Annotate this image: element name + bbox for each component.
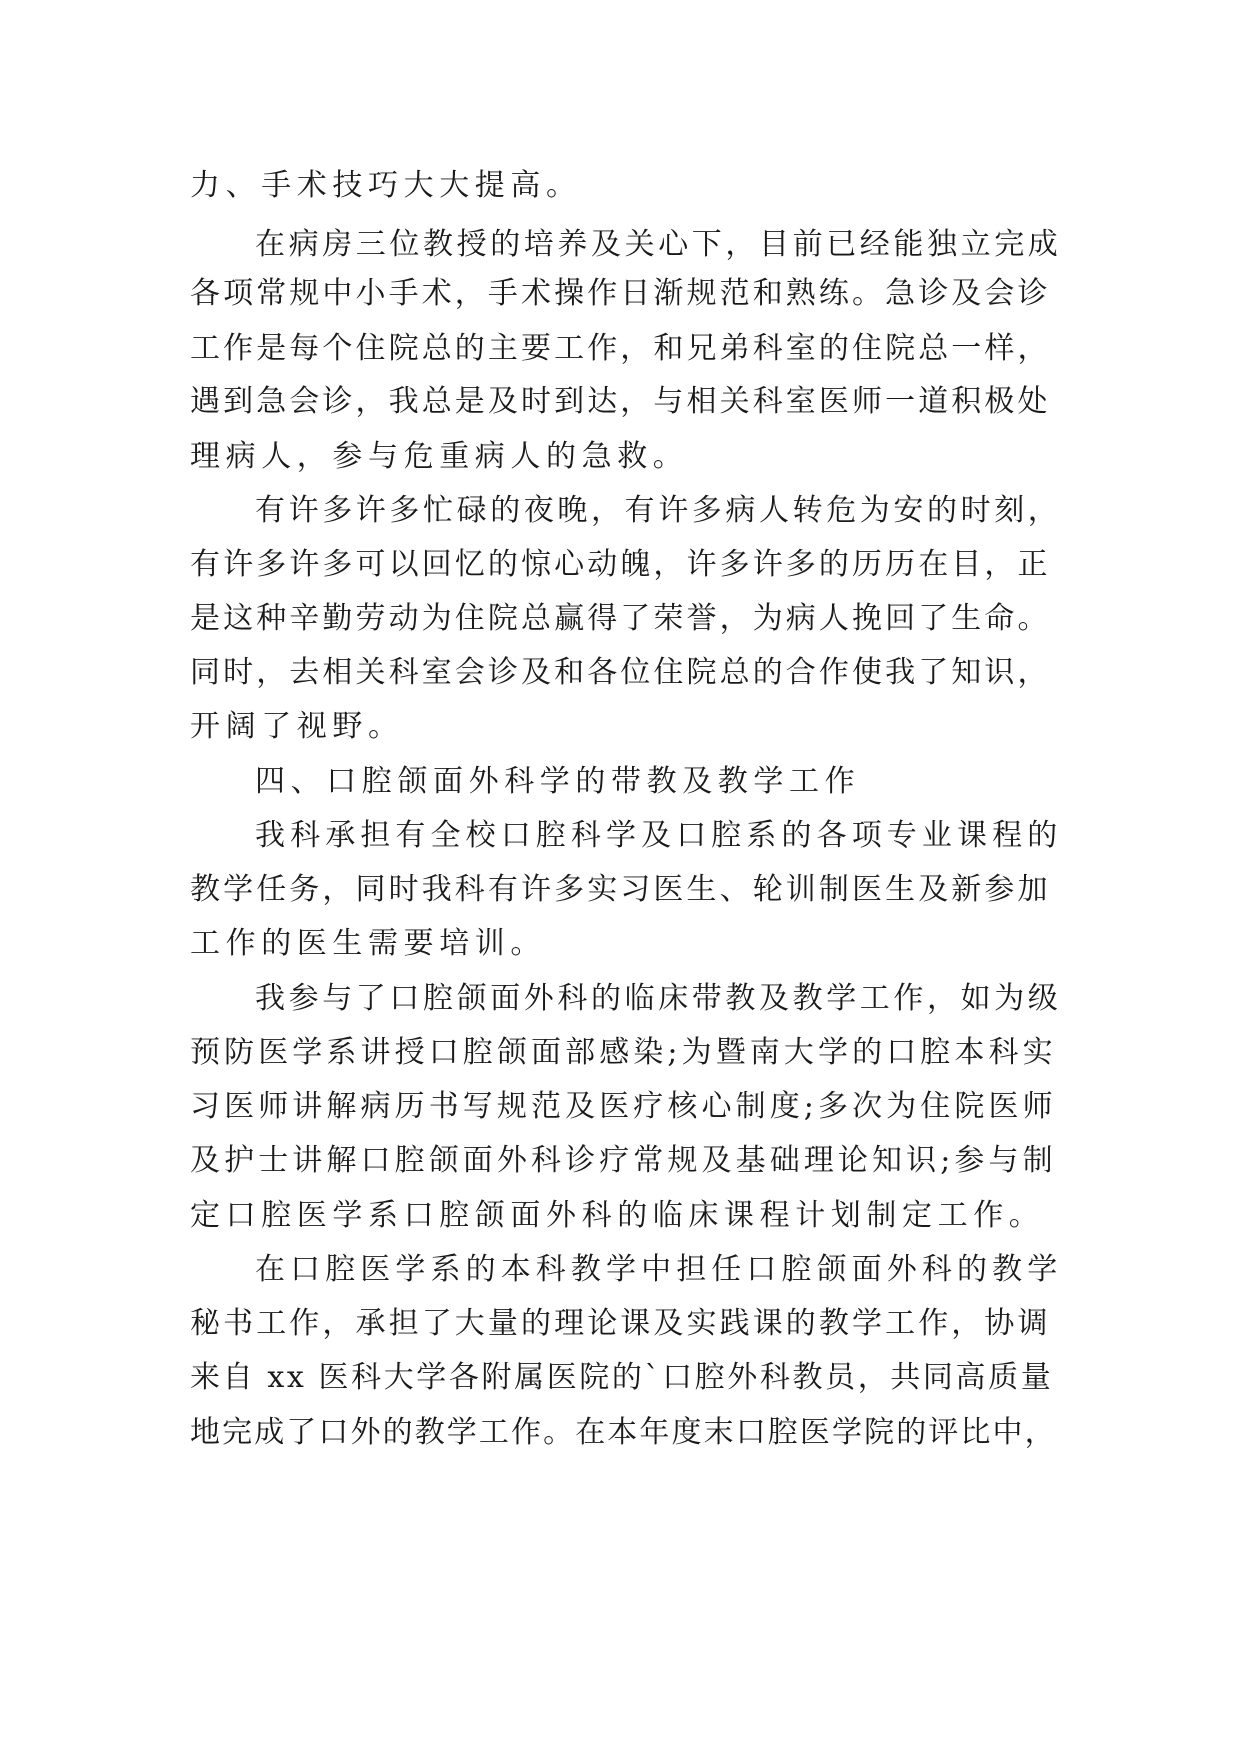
line-text: 在病房三位教授的培养及关心下，目前已经能独立完成 [255, 227, 1062, 262]
text-line [0, 1186, 1241, 1246]
text-line [0, 156, 1241, 216]
line-text: 定口腔医学系口腔颌面外科的临床课程计划制定工作。 [190, 1198, 1045, 1233]
line-text: 来自 xx 医科大学各附属医院的`口腔外科教员，共同高质量 [190, 1360, 1054, 1395]
line-text: 地完成了口外的教学工作。在本年度末口腔医学院的评比中， [190, 1415, 1057, 1450]
text-line [0, 1348, 1241, 1408]
line-text: 开阔了视野。 [190, 709, 404, 744]
line-text: 工作的医生需要培训。 [190, 926, 546, 961]
text-line [0, 697, 1241, 757]
text-line [0, 860, 1241, 920]
line-text: 习医师讲解病历书写规范及医疗核心制度;多次为住院医师 [190, 1089, 1057, 1124]
line-text: 我参与了口腔颌面外科的临床带教及教学工作，如为级 [255, 981, 1062, 1016]
section-heading [0, 752, 1241, 812]
text-line [0, 1077, 1241, 1137]
text-line [0, 1131, 1241, 1191]
text-line [0, 427, 1241, 487]
line-text: 在口腔医学系的本科教学中担任口腔颌面外科的教学 [255, 1252, 1063, 1287]
text-line [0, 969, 1241, 1029]
line-text: 及护士讲解口腔颌面外科诊疗常规及基础理论知识;参与制 [190, 1143, 1057, 1178]
line-text: 工作是每个住院总的主要工作，和兄弟科室的住院总一样， [190, 331, 1051, 366]
line-text: 各项常规中小手术，手术操作日渐规范和熟练。急诊及会诊 [190, 276, 1051, 311]
line-text: 遇到急会诊，我总是及时到达，与相关科室医师一道积极处 [190, 384, 1051, 419]
text-line [0, 535, 1241, 595]
text-line [0, 372, 1241, 432]
line-text: 四、口腔颌面外科学的带教及教学工作 [255, 764, 861, 799]
text-line [0, 1023, 1241, 1083]
text-line [0, 319, 1241, 379]
line-text: 有许多许多忙碌的夜晚，有许多病人转危为安的时刻， [255, 493, 1062, 528]
text-line [0, 1403, 1241, 1463]
line-text: 我科承担有全校口腔科学及口腔系的各项专业课程的 [255, 818, 1063, 853]
line-text: 教学任务，同时我科有许多实习医生、轮训制医生及新参加 [190, 872, 1051, 907]
text-line [0, 481, 1241, 541]
line-text: 力、手术技巧大大提高。 [190, 168, 582, 203]
line-text: 理病人，参与危重病人的急救。 [190, 439, 689, 474]
line-text: 秘书工作，承担了大量的理论课及实践课的教学工作，协调 [190, 1306, 1051, 1341]
line-text: 是这种辛勤劳动为住院总赢得了荣誉，为病人挽回了生命。 [190, 601, 1051, 636]
text-line [0, 806, 1241, 866]
text-line [0, 589, 1241, 649]
text-line [0, 914, 1241, 974]
text-line [0, 643, 1241, 703]
text-line [0, 1240, 1241, 1300]
line-text: 有许多许多可以回忆的惊心动魄，许多许多的历历在目，正 [190, 547, 1051, 582]
text-line [0, 264, 1241, 324]
line-text: 预防医学系讲授口腔颌面部感染;为暨南大学的口腔本科实 [190, 1035, 1057, 1070]
text-line [0, 1294, 1241, 1354]
line-text: 同时，去相关科室会诊及和各位住院总的合作使我了知识， [190, 655, 1051, 690]
